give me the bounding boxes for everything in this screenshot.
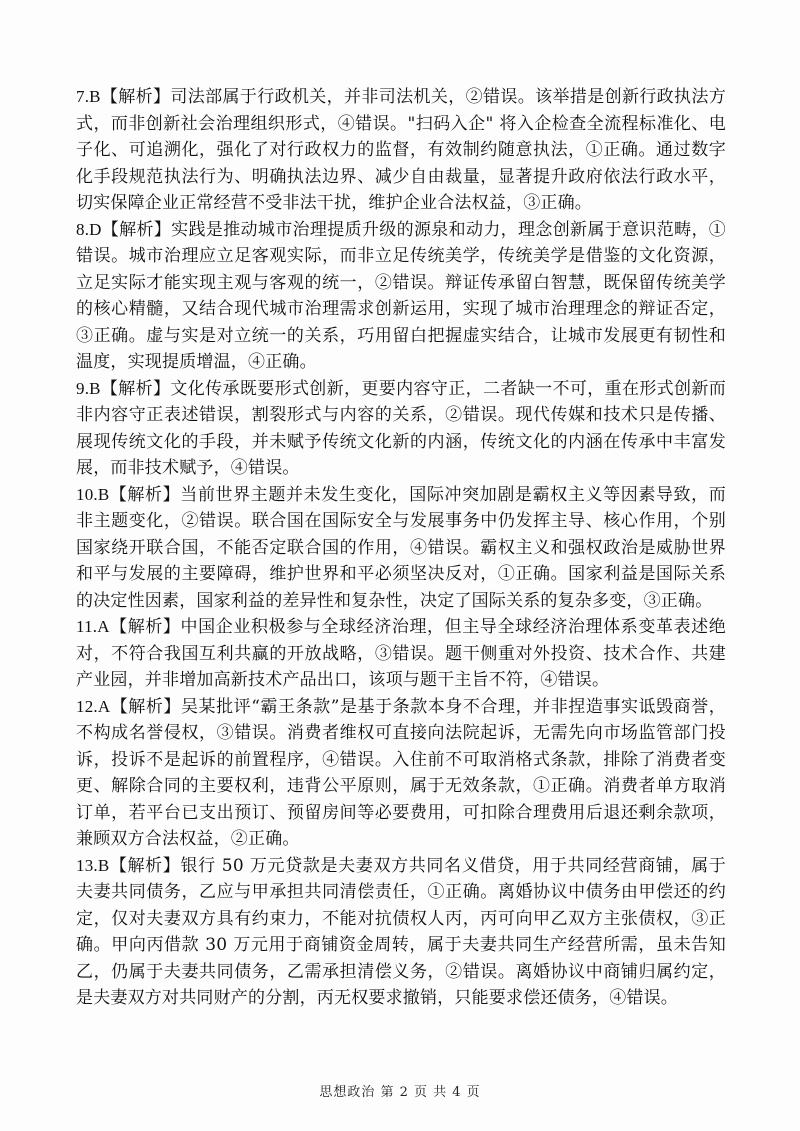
answer-tag: 【解析】 [109,617,181,637]
answer-tag: 【解析】 [100,378,171,399]
answer-item-12 [76,694,726,853]
answer-text: 吴某批评“霸王条款”是基于条款本身不合理，并非捏造事实诋毁商誉，不构成名誉侵权，③错误。消费者维权可直接向法院起诉，无需先向市场监管部门投诉，投诉不是起诉的前置程序，④错误。入住前不可取消格式条款，排除了消费者变更、解除合同的主要权利，违背公平原则，属于无效条款，①正确。消费者单方取消订单，若平台已支出预订、预留房间等必要费用，可扣除合理费用后退还剩余款项，兼顾双方合法权益，②正确。 [76,696,726,849]
answer-tag: 【解析】 [110,696,181,717]
answer-tag: 【解析】 [101,219,172,240]
answer-number: 7.B [76,87,101,106]
answer-item-11 [76,614,726,694]
answer-tag: 【解析】 [109,855,181,876]
answer-number: 12.A [76,696,111,716]
page-footer: 思想政治 第 2 页 共 4 页 [319,1085,481,1100]
answer-item-13 [76,853,726,1012]
answer-text: 中国企业积极参与全球经济治理，但主导全球经济治理体系变革表述绝对，不符合我国互利共赢的开放战略，③错误。题干侧重对外投资、技术合作、共建产业园，并非增加高新技术产品出口，该项与题干主旨不符，④错误。 [76,617,726,690]
answer-text: 银行 50 万元贷款是夫妻双方共同名义借贷，用于共同经营商铺，属于夫妻共同债务，乙应与甲承担共同清偿责任，①正确。离婚协议中债务由甲偿还的约定，仅对夫妻双方具有约束力，不能对抗债权人丙，丙可向甲乙双方主张债权，③正确。甲向丙借款 30 万元用于商铺资金周转，属于夫妻共同生产经营所需，虽未告知乙，仍属于夫妻共同债务，乙需承担清偿义务，②错误。离婚协议中商铺归属约定，是夫妻双方对共同财产的分割，丙无权要求撤销，只能要求偿还债务，④错误。 [76,855,726,1008]
answer-text: 司法部属于行政机关，并非司法机关，②错误。该举措是创新行政执法方式，而非创新社会治理组织形式，④错误。"扫码入企" 将入企检查全流程标准化、电子化、可追溯化，强化了对行政权力的监督，有效制约随意执法，①正确。通过数字化手段规范执法行为、明确执法边界、减少自由裁量，显著提升政府依法行政水平，切实保障企业正常经营不受非法干扰，维护企业合法权益，③正确。 [76,87,726,213]
answer-item-7 [76,84,726,217]
answer-text: 文化传承既要形式创新，更要内容守正，二者缺一不可，重在形式创新而非内容守正表述错误，割裂形式与内容的关系，②错误。现代传媒和技术只是传播、展现传统文化的手段，并未赋予传统文化新的内涵，传统文化的内涵在传承中丰富发展，而非技术赋予，④错误。 [76,378,726,478]
answer-explanations [76,84,726,1012]
answer-number: 10.B [76,484,110,504]
answer-text: 当前世界主题并未发生变化，国际冲突加剧是霸权主义等因素导致，而非主题变化，②错误。联合国在国际安全与发展事务中仍发挥主导、核心作用，个别国家绕开联合国，不能否定联合国的作用，④错误。霸权主义和强权政治是威胁世界和平与发展的主要障碍，维护世界和平必须坚决反对，①正确。国家利益是国际关系的决定性因素，国家利益的差异性和复杂性，决定了国际关系的复杂多变，③正确。 [76,484,726,611]
answer-item-9 [76,376,726,482]
answer-item-8 [76,217,726,376]
answer-tag: 【解析】 [100,87,171,107]
answer-item-10 [76,482,726,615]
answer-number: 9.B [76,378,101,398]
answer-text: 实践是推动城市治理提质升级的源泉和动力，理念创新属于意识范畴，①错误。城市治理应立足客观实际，而非立足传统美学，传统美学是借鉴的文化资源，立足实际才能实现主观与客观的统一，②错误。辩证传承留白智慧，既保留传统美学的核心精髓，又结合现代城市治理需求创新运用，实现了城市治理理念的辩证否定，③正确。虚与实是对立统一的关系，巧用留白把握虚实结合，让城市发展更有韧性和温度，实现提质增温，④正确。 [76,219,726,372]
answer-number: 8.D [76,219,102,239]
answer-number: 13.B [76,855,110,875]
answer-number: 11.A [76,617,110,636]
answer-tag: 【解析】 [109,484,181,505]
